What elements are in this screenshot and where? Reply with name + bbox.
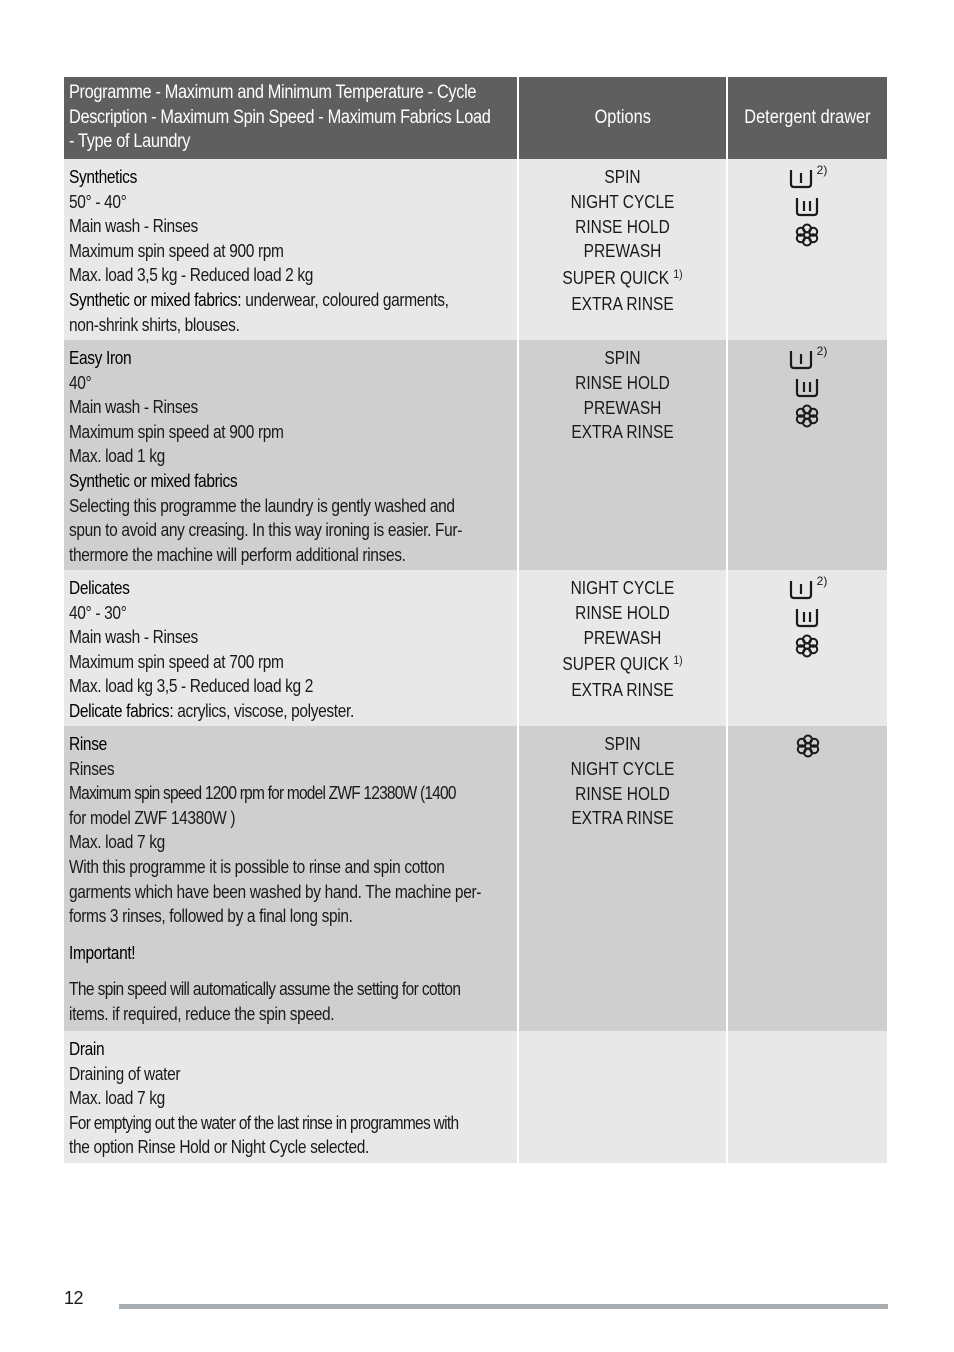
fabric-label: Synthetic or mixed fabrics <box>69 470 238 491</box>
fabric-label: Delicate fabrics: <box>69 700 174 721</box>
footer-rule <box>119 1304 888 1309</box>
header-detergent-drawer: Detergent drawer <box>728 77 887 159</box>
main-wash-compartment-icon <box>794 606 820 634</box>
programme-name: Delicates <box>69 578 130 598</box>
prewash-compartment-icon <box>788 348 814 376</box>
footnote-marker: 2) <box>816 574 828 588</box>
programme-cell: Easy Iron 40° Main wash - Rinses Maximum spin speed at 900 rpm Max. load 1 kg Synthetic or mixed fabrics Selecting this programme the laundry is gently washed and spun to avoid any creasing. In this way ironing is easier. Fur- thermore the machine will perform additional rinses. <box>64 340 517 570</box>
table-row <box>64 1031 887 1163</box>
drawer-cell <box>728 570 887 726</box>
programme-table <box>64 77 887 1163</box>
fabric-softener-flower-icon <box>795 734 821 762</box>
table-row <box>64 159 887 340</box>
drawer-cell <box>728 1031 887 1163</box>
fabric-softener-flower-icon <box>794 223 820 251</box>
main-wash-compartment-icon <box>794 376 820 404</box>
drawer-cell <box>728 159 887 340</box>
options-cell: SPIN NIGHT CYCLE RINSE HOLD PREWASH SUPER QUICK $^{1)}$ EXTRA RINSE <box>519 159 726 340</box>
programme-cell: Synthetics 50° - 40° Main wash - Rinses Maximum spin speed at 900 rpm Max. load 3,5 kg - Reduced load 2 kg Synthetic or mixed fabrics: underwear, coloured garments, non-shrink shirts, blouses. <box>64 159 517 340</box>
prewash-compartment-icon <box>788 578 814 606</box>
header-options: Options <box>519 77 726 159</box>
table-row <box>64 570 887 726</box>
programme-cell: Rinse Rinses Maximum spin speed 1200 rpm for model ZWF 12380W (1400 for model ZWF 14380W ) Max. load 7 kg With this programme it is possible to rinse and spin cotton garments which have been washed by hand. The machine per- forms 3 rinses, followed by a final long spin. Important! The spin speed will automatically assume the setting for cotton items. if required, reduce the spin speed. <box>64 726 517 1031</box>
main-wash-compartment-icon <box>794 195 820 223</box>
programme-name: Easy Iron <box>69 348 132 368</box>
fabric-softener-flower-icon <box>794 634 820 662</box>
programme-name: Drain <box>69 1039 105 1059</box>
options-cell <box>519 1031 726 1163</box>
important-heading: Important! <box>69 942 136 963</box>
footnote-marker: 1) <box>673 653 683 668</box>
drawer-cell <box>728 726 887 1031</box>
programme-cell: Delicates 40° - 30° Main wash - Rinses Maximum spin speed at 700 rpm Max. load kg 3,5 - Reduced load kg 2 Delicate fabrics: acrylics, viscose, polyester. <box>64 570 517 726</box>
footnote-marker: 1) <box>673 267 683 282</box>
header-programme: Programme - Maximum and Minimum Temperature - Cycle Description - Maximum Spin Speed - Maximum Fabrics Load - Type of Laundry <box>64 77 517 159</box>
programme-name: Rinse <box>69 734 107 754</box>
table-row <box>64 726 887 1031</box>
programme-cell: Drain Draining of water Max. load 7 kg For emptying out the water of the last rinse in programmes with the option Rinse Hold or Night Cycle selected. <box>64 1031 517 1163</box>
options-cell: SPIN RINSE HOLD PREWASH EXTRA RINSE <box>519 340 726 570</box>
fabric-label: Synthetic or mixed fabrics: <box>69 289 242 310</box>
footnote-marker: 2) <box>816 344 828 358</box>
fabric-softener-flower-icon <box>794 404 820 432</box>
table-row <box>64 340 887 570</box>
table-header <box>64 77 887 159</box>
options-cell: NIGHT CYCLE RINSE HOLD PREWASH SUPER QUICK $^{1)}$ EXTRA RINSE <box>519 570 726 726</box>
programme-name: Synthetics <box>69 167 137 187</box>
footnote-marker: 2) <box>816 163 828 177</box>
options-cell: SPIN NIGHT CYCLE RINSE HOLD EXTRA RINSE <box>519 726 726 1031</box>
drawer-cell <box>728 340 887 570</box>
page-number: 12 <box>64 1288 84 1308</box>
prewash-compartment-icon <box>788 167 814 195</box>
